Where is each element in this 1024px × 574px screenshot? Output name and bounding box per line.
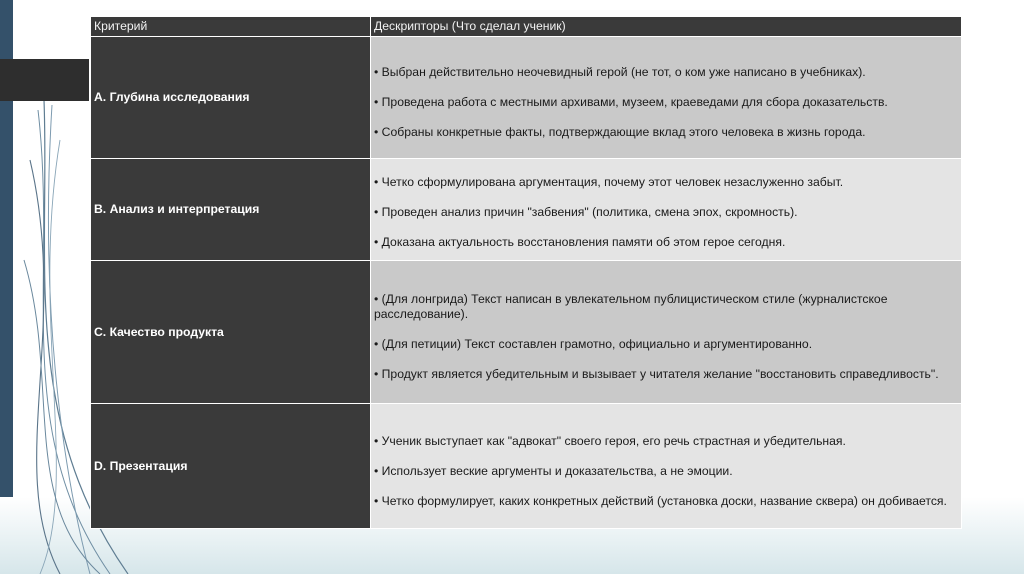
descriptor-item: • (Для петиции) Текст составлен грамотно, официально и аргументированно. bbox=[374, 337, 813, 351]
descriptor-item: • Использует веские аргументы и доказательства, а не эмоции. bbox=[374, 463, 733, 478]
table-row bbox=[91, 37, 962, 159]
criterion-cell: D. Презентация bbox=[91, 404, 371, 529]
criterion-cell: B. Анализ и интерпретация bbox=[91, 159, 371, 261]
descriptors-cell bbox=[371, 37, 962, 159]
title-tab-block bbox=[0, 59, 89, 101]
descriptor-item: • Собраны конкретные факты, подтверждающие вклад этого человека в жизнь города. bbox=[374, 124, 866, 139]
descriptor-item: • Выбран действительно неочевидный герой (не тот, о ком уже написано в учебниках). bbox=[374, 64, 866, 79]
table-header-row bbox=[91, 17, 962, 37]
table-row bbox=[91, 159, 962, 261]
descriptor-item: • Ученик выступает как "адвокат" своего героя, его речь страстная и убедительная. bbox=[374, 433, 846, 448]
criterion-cell: A. Глубина исследования bbox=[91, 37, 371, 159]
descriptor-item: • (Для лонгрида) Текст написан в увлекательном публицистическом стиле (журналистское расследование). bbox=[374, 292, 888, 321]
header-criterion: Критерий bbox=[91, 17, 371, 37]
rubric-table bbox=[90, 16, 962, 529]
descriptor-item: • Проведен анализ причин "забвения" (политика, смена эпох, скромность). bbox=[374, 205, 798, 219]
descriptor-item: • Доказана актуальность восстановления памяти об этом герое сегодня. bbox=[374, 235, 786, 249]
header-descriptors: Дескрипторы (Что сделал ученик) bbox=[371, 17, 962, 37]
descriptor-item: • Продукт является убедительным и вызывает у читателя желание "восстановить справедливость". bbox=[374, 367, 939, 381]
table-row bbox=[91, 261, 962, 404]
descriptor-item: • Четко сформулирована аргументация, почему этот человек незаслуженно забыт. bbox=[374, 175, 844, 189]
descriptors-cell bbox=[371, 261, 962, 404]
descriptor-item: • Проведена работа с местными архивами, музеем, краеведами для сбора доказательств. bbox=[374, 94, 888, 109]
criterion-cell: C. Качество продукта bbox=[91, 261, 371, 404]
descriptors-cell bbox=[371, 404, 962, 529]
table-row bbox=[91, 404, 962, 529]
descriptor-item: • Четко формулирует, каких конкретных действий (установка доски, название сквера) он добивается. bbox=[374, 493, 947, 508]
descriptors-cell bbox=[371, 159, 962, 261]
